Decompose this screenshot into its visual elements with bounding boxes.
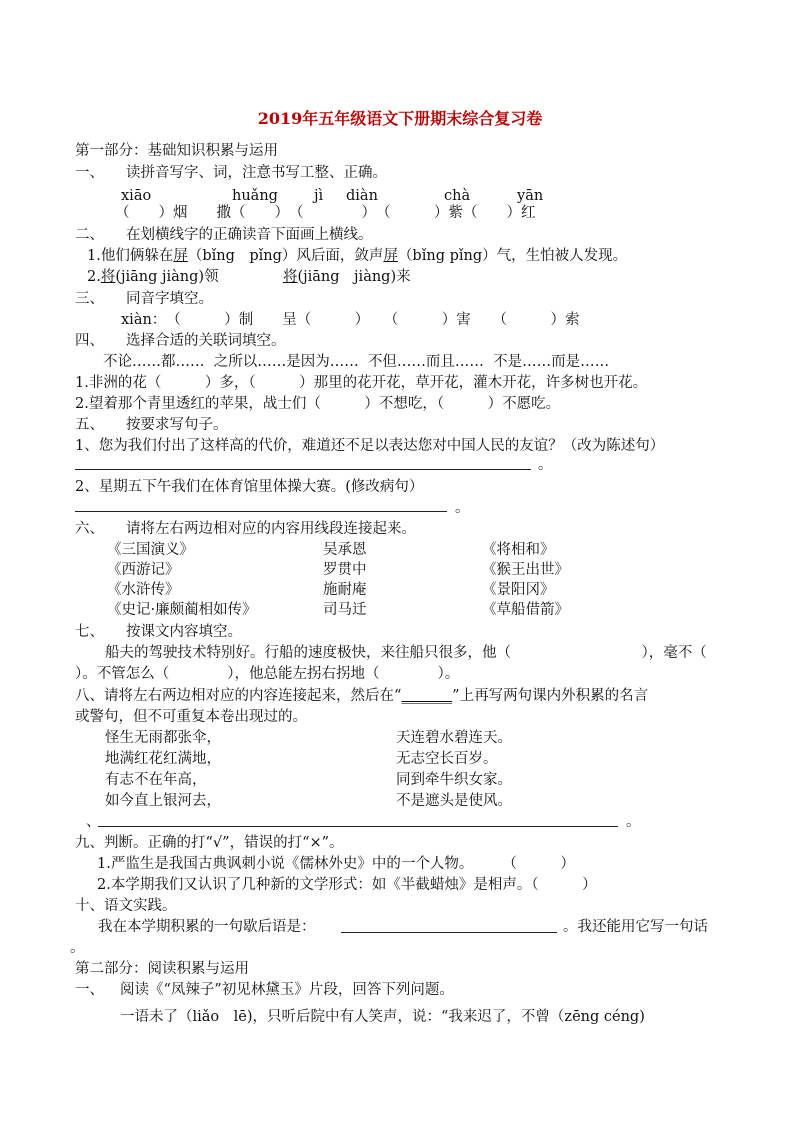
story-4: 《草船借箭》 [482,602,569,618]
q9-item-1: 1.严监生是我国古典讽刺小说《儒林外史》中的一个人物。 （ ） [97,856,575,872]
poem-left-1: 怪生无雨都张伞， [105,730,221,746]
q3-blanks: xiàn： （ ）制 呈（ ） （ ）害 （ ）索 [121,312,580,328]
q7-instruction: 按课文内容填空。 [126,624,242,640]
q1-blanks: （ ）烟 撒（ ） （ ） （ ）紫（ ）红 [115,205,536,221]
part2-heading: 第二部分：阅读积累与运用 [75,961,249,977]
q9-item-2: 2.本学期我们又认识了几种新的文学形式：如《半截蜡烛》是相声。（ ） [97,877,597,893]
q5-sentence-1: 1、您为我们付出了这样高的代价，难道还不足以表达您对中国人民的友谊？（改为陈述句） [75,438,665,454]
author-4: 司马迁 [323,602,367,618]
q5-instruction: 按要求写句子。 [126,417,228,433]
q1-label: 一、 [75,165,104,181]
page-title: 2019年五年级语文下册期末综合复习卷 [257,109,543,128]
story-1: 《将相和》 [482,542,555,558]
r1-passage: 一语未了（liǎo lē)，只听后院中有人笑声，说：“我来迟了，不曾（zēng céng) [120,1009,645,1025]
q10-text-c: 。 [70,940,85,956]
q8-answer-bullet: 、 [86,814,101,830]
answer-line-2[interactable] [75,511,447,512]
answer-line-4[interactable] [341,932,557,933]
pinyin-1: xiāo [121,188,152,204]
q4-instruction: 选择合适的关联词填空。 [126,333,286,349]
poem-left-2: 地满红花红满地， [105,751,221,767]
poem-right-3: 同到牵牛织女家。 [396,772,512,788]
q7-line-1: 船夫的驾驶技术特别好。行船的速度极快，来往船只很多，他（ ），毫不（ [105,645,707,661]
q1-instruction: 读拼音写字、词，注意书写工整、正确。 [126,165,387,181]
q2-sentence-1: 1.他们俩躲在屏（bǐng pǐng）风后面，敛声屏（bǐng pǐng）气，生怕被人发现。 [87,248,628,264]
book-3: 《水浒传》 [107,582,180,598]
q2-instruction: 在划横线字的正确读音下面画上横线。 [126,227,373,243]
poem-left-3: 有志不在年高， [105,772,207,788]
r1-instruction: 阅读《“凤辣子”初见林黛玉》片段，回答下列问题。 [120,982,454,998]
q4-options: 不论……都…… 之所以……是因为…… 不但……而且…… 不是……而是…… [103,354,610,370]
pinyin-5: chà [444,188,471,204]
q4-sentence-2: 2.望着那个青里透红的苹果，战士们（ ）不想吃，（ ）不愿吃。 [75,396,561,412]
r1-label: 一、 [75,982,104,998]
q6-label: 六、 [75,521,104,537]
poem-right-2: 无志空长百岁。 [396,751,498,767]
q10-instruction: 十、语文实践。 [75,898,177,914]
story-3: 《景阳冈》 [482,582,555,598]
q2-label: 二、 [75,227,104,243]
q5-sentence-2: 2、星期五下午我们在体育馆里体操大赛。(修改病句） [75,479,424,495]
poem-right-1: 天连碧水碧连天。 [396,730,512,746]
author-2: 罗贯中 [323,562,367,578]
q3-instruction: 同音字填空。 [126,291,213,307]
story-2: 《猴王出世》 [482,562,569,578]
pinyin-2: huǎng [232,188,278,204]
answer-line-1-end: 。 [538,457,553,473]
answer-line-2-end: 。 [455,500,470,516]
q6-instruction: 请将左右两边相对应的内容用线段连接起来。 [126,521,416,537]
pinyin-4: diàn [346,188,378,204]
poem-right-4: 不是遮头是使风。 [396,793,512,809]
q7-label: 七、 [75,624,104,640]
q10-text-a: 我在本学期积累的一句歇后语是： [98,919,316,935]
answer-line-1[interactable] [75,469,531,470]
answer-line-3[interactable] [98,826,618,827]
q10-text-b: 。我还能用它写一句话 [563,919,708,935]
pinyin-6: yān [517,188,544,204]
q5-label: 五、 [75,417,104,433]
book-2: 《西游记》 [107,562,180,578]
pinyin-3: jì [314,188,324,204]
q2-sentence-2b: 将(jiāng jiàng)来 [283,269,411,285]
q7-line-2: ）。不管怎么（ ），他总能左拐右拐地（ ）。 [75,666,460,682]
author-3: 施耐庵 [323,582,367,598]
book-1: 《三国演义》 [107,542,194,558]
q4-label: 四、 [75,333,104,349]
author-1: 吴承恩 [323,542,367,558]
q4-sentence-1: 1.非洲的花（ ）多，（ ）那里的花开花，草开花，灌木开花，许多树也开花。 [75,375,648,391]
q8-line-1: 八、请将左右两边相对应的内容连接起来，然后在“_______”上再写两句课内外积累的名言 [75,688,649,704]
answer-line-3-end: 。 [626,814,641,830]
q9-instruction: 九、判断。正确的打“√”，错误的打“×”。 [75,835,344,851]
book-4: 《史记·廉颇蔺相如传》 [107,602,257,618]
q3-label: 三、 [75,291,104,307]
poem-left-4: 如今直上银河去， [105,793,221,809]
part1-heading: 第一部分：基础知识积累与运用 [75,143,278,159]
q8-line-2: 或警句，但不可重复本卷出现过的。 [75,709,307,725]
q2-sentence-2a: 2.将(jiāng jiàng)领 [87,269,219,285]
